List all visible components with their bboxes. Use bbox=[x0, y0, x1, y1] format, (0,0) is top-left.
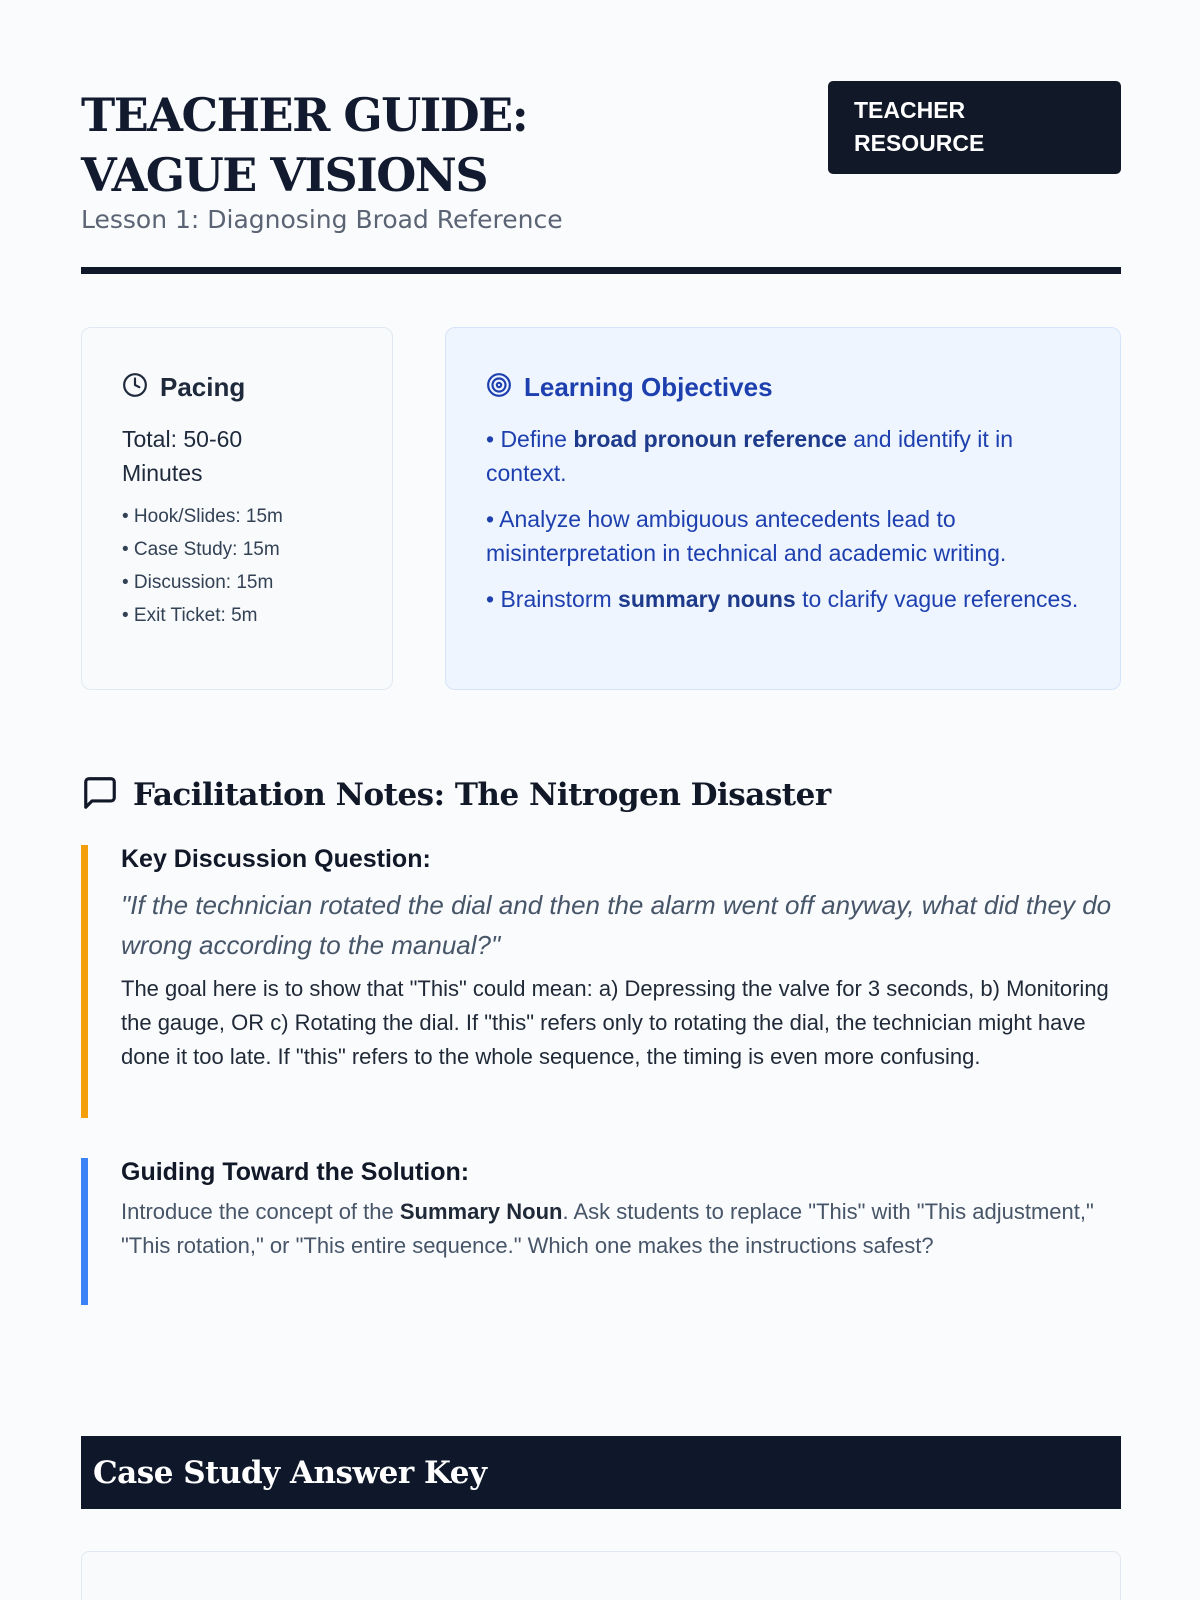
pacing-card bbox=[81, 327, 393, 690]
teacher-resource-badge: TEACHER RESOURCE bbox=[828, 81, 1121, 174]
pacing-total: Total: 50-60 Minutes bbox=[122, 426, 243, 486]
page-header bbox=[81, 85, 1121, 275]
objective-item: • Brainstorm summary nouns to clarify vague references. bbox=[486, 586, 1079, 612]
key-question-quote: "If the technician rotated the dial and then the alarm went off anyway, what did they do wrong according to the manual?" bbox=[121, 890, 1112, 960]
target-icon bbox=[486, 372, 512, 403]
answer-key-title: Case Study Answer Key bbox=[93, 1454, 487, 1491]
objectives-card-header bbox=[486, 372, 1080, 402]
key-question-text: The goal here is to show that "This" could mean: a) Depressing the valve for 3 seconds, b) Monitoring the gauge, OR c) Rotating the dial. If "this" refers only to rotating the dial, the technician might have done it too late. If "this" refers to the whole sequence, the timing is even more confusing. bbox=[121, 976, 1109, 1069]
key-question-note bbox=[81, 845, 1121, 1118]
pacing-item: • Discussion: 15m bbox=[122, 572, 274, 593]
learning-objectives-card bbox=[445, 327, 1121, 690]
page-subtitle: Lesson 1: Diagnosing Broad Reference bbox=[81, 205, 563, 234]
answer-key-banner bbox=[81, 1436, 1121, 1509]
pacing-list bbox=[122, 500, 352, 632]
page-title: TEACHER GUIDE: VAGUE VISIONS bbox=[81, 88, 528, 202]
solution-text: Introduce the concept of the Summary Noun. Ask students to replace "This" with "This adjustment," "This rotation," or "This entire sequence." Which one makes the instructions safest? bbox=[121, 1199, 1094, 1258]
facilitation-title: Facilitation Notes: The Nitrogen Disaster bbox=[133, 777, 831, 813]
header-divider bbox=[81, 267, 1121, 274]
solution-label: Guiding Toward the Solution: bbox=[121, 1158, 470, 1186]
pacing-item: • Exit Ticket: 5m bbox=[122, 605, 258, 626]
pacing-item: • Case Study: 15m bbox=[122, 539, 280, 560]
facilitation-heading bbox=[81, 775, 831, 815]
solution-note bbox=[81, 1158, 1121, 1305]
answer-key-card bbox=[81, 1551, 1121, 1600]
message-square-icon bbox=[81, 774, 119, 817]
objective-item: • Analyze how ambiguous antecedents lead to misinterpretation in technical and academic writing. bbox=[486, 506, 1007, 566]
pacing-title: Pacing bbox=[160, 371, 246, 402]
objectives-list bbox=[486, 422, 1080, 616]
objectives-title: Learning Objectives bbox=[524, 371, 773, 402]
clock-icon bbox=[122, 372, 148, 403]
objective-item: • Define broad pronoun reference and identify it in context. bbox=[486, 426, 1014, 486]
pacing-item: • Hook/Slides: 15m bbox=[122, 506, 283, 527]
key-question-label: Key Discussion Question: bbox=[121, 845, 431, 873]
pacing-card-header bbox=[122, 372, 352, 402]
